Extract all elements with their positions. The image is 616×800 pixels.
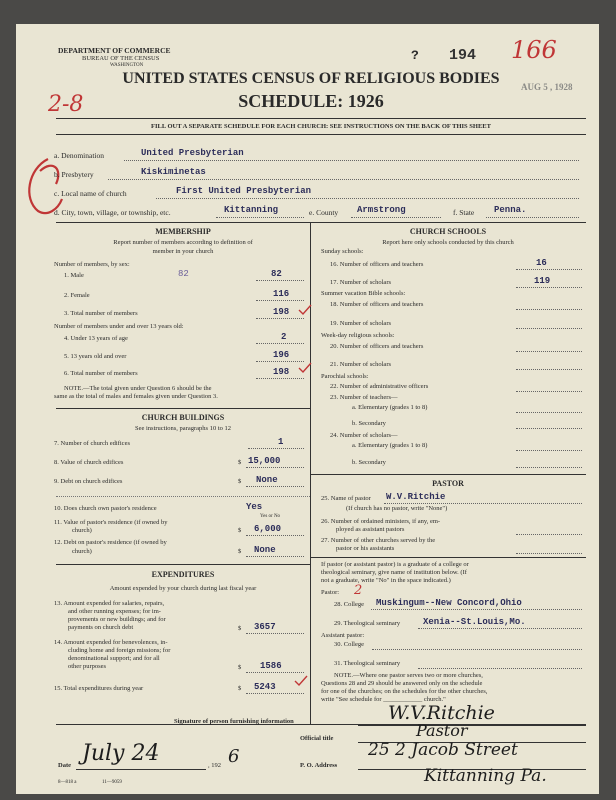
pastor-note-2: Questions 28 and 29 should be answered only on the schedule <box>321 680 483 687</box>
q8-line <box>246 467 304 468</box>
q10-label: 10. Does church own pastor's residence <box>54 505 157 512</box>
official-title-value: Pastor <box>416 721 468 740</box>
q13-label-2: and other running expenses; for im- <box>68 608 161 615</box>
q2-line <box>256 300 304 301</box>
q16-label: 16. Number of officers and teachers <box>330 261 424 268</box>
church-name-label: c. Local name of church <box>54 189 127 198</box>
q30-line <box>372 649 582 650</box>
vacation-schools-label: Summer vacation Bible schools: <box>321 290 406 297</box>
q5-value: 196 <box>273 350 290 360</box>
pastor-note-1: NOTE.—Where one pastor serves two or more churches, <box>334 672 483 679</box>
q24b-label: b. Secondary <box>352 459 386 466</box>
buildings-bottom-rule <box>56 564 310 565</box>
q11-value: 6,000 <box>254 524 282 534</box>
q23b-line <box>516 428 582 429</box>
q13-line <box>246 633 304 634</box>
membership-note-1: NOTE.—The total given under Question 6 should be the <box>64 385 212 392</box>
grid-center-divider <box>310 222 311 724</box>
red-check-mark <box>298 304 312 316</box>
state-value: Penna. <box>494 205 527 215</box>
address-label: P. O. Address <box>300 762 338 769</box>
presbytery-line <box>108 179 579 180</box>
form-code-2: 11—9059 <box>102 780 122 785</box>
grid-top-rule <box>56 222 586 223</box>
q25-value: W.V.Ritchie <box>386 492 446 502</box>
q28-value: Muskingum--New Concord,Ohio <box>376 598 522 608</box>
pastor-title: PASTOR <box>432 479 464 488</box>
grad-note-2: theological seminary, give name of institution below. (If <box>321 569 467 576</box>
signature-label: Signature of person furnishing information <box>174 718 294 725</box>
q4-label: 4. Under 13 years of age <box>64 335 128 342</box>
q27-label-2: pastor or his assistants <box>336 545 395 552</box>
date-line <box>76 769 206 770</box>
q30-label: 30. College <box>334 641 364 648</box>
q11-label-2: church) <box>72 527 92 534</box>
q11-label-1: 11. Value of pastor's residence (if owned by <box>54 519 168 526</box>
church-name-value: First United Presbyterian <box>176 186 312 196</box>
q3-label: 3. Total number of members <box>64 310 138 317</box>
q31-line <box>418 668 582 669</box>
q12-line <box>246 556 304 557</box>
header-rule-top <box>56 118 586 119</box>
q21-line <box>516 369 582 370</box>
denomination-line <box>124 160 579 161</box>
expenditures-title: EXPENDITURES <box>151 570 215 579</box>
q26-label-2: ployed as assistant pastors <box>336 526 405 533</box>
q18-label: 18. Number of officers and teachers <box>330 301 424 308</box>
date-value: July 24 <box>82 741 160 766</box>
q9-label: 9. Debt on church edifices <box>54 478 123 485</box>
q24-label: 24. Number of scholars— <box>330 432 398 439</box>
pastor-red-mark: 2 <box>354 583 363 598</box>
q8-value: 15,000 <box>248 456 281 466</box>
schedule-number: 194 <box>449 47 477 64</box>
pastor-note-4: write "See schedule for ____________ church." <box>321 696 446 703</box>
q13-label-1: 13. Amount expended for salaries, repairs, <box>54 600 165 607</box>
q14-label-2: cluding home and foreign missions; for <box>68 647 171 654</box>
q7-line <box>248 448 304 449</box>
q15-dollar: $ <box>238 685 242 692</box>
pastor-mid-rule <box>310 557 586 558</box>
q7-label: 7. Number of church edifices <box>54 440 130 447</box>
city-value: Kittanning <box>224 205 279 215</box>
question-mark: ? <box>411 48 419 63</box>
membership-bottom-rule <box>56 408 310 409</box>
q15-label: 15. Total expenditures during year <box>54 685 144 692</box>
q11-line <box>246 535 304 536</box>
received-date-stamp: AUG 5 , 1928 <box>521 82 573 92</box>
q8-label: 8. Value of church edifices <box>54 459 124 466</box>
q31-label: 31. Theological seminary <box>334 660 401 667</box>
form-subtitle: SCHEDULE: 1926 <box>238 91 384 111</box>
q10-hint: Yes or No <box>260 514 281 519</box>
q22-line <box>516 391 582 392</box>
q16-value: 16 <box>536 258 547 268</box>
denomination-value: United Presbyterian <box>141 148 244 158</box>
q24b-line <box>516 467 582 468</box>
sunday-schools-label: Sunday schools: <box>321 248 364 255</box>
q20-label: 20. Number of officers and teachers <box>330 343 424 350</box>
year-digit: 6 <box>228 746 240 767</box>
date-label: Date <box>58 762 71 769</box>
city-line <box>216 217 304 218</box>
q4-line <box>256 343 304 344</box>
q14-line <box>246 672 304 673</box>
q27-label-1: 27. Number of other churches served by the <box>321 537 436 544</box>
q7-value: 1 <box>278 437 284 447</box>
schools-bottom-rule <box>310 474 586 475</box>
q21-label: 21. Number of scholars <box>330 361 392 368</box>
q13-value: 3657 <box>254 622 276 632</box>
q23a-label: a. Elementary (grades 1 to 8) <box>352 404 428 411</box>
buildings-mid-rule <box>56 496 310 497</box>
q13-dollar: $ <box>238 625 242 632</box>
q3-value: 198 <box>273 307 290 317</box>
form-title: UNITED STATES CENSUS OF RELIGIOUS BODIES <box>122 70 500 87</box>
q24a-label: a. Elementary (grades 1 to 8) <box>352 442 428 449</box>
bureau-label: BUREAU OF THE CENSUS <box>82 55 160 62</box>
weekday-schools-label: Week-day religious schools: <box>321 332 395 339</box>
city-label: WASHINGTON <box>110 63 144 68</box>
q28-line <box>371 609 582 610</box>
q9-line <box>246 486 304 487</box>
church-name-line <box>156 198 579 199</box>
year-prefix: , 192 <box>208 762 221 769</box>
q1-label: 1. Male <box>64 272 84 279</box>
form-code: 8—818 a <box>58 780 77 785</box>
q1-line <box>256 280 304 281</box>
pastor-note-3: for one of the churches; on the schedules for the other churches, <box>321 688 488 695</box>
q12-label-1: 12. Debt on pastor's residence (if owned by <box>54 539 167 546</box>
red-handwritten-code: 2-8 <box>48 92 84 117</box>
membership-intro-2: member in your church <box>152 248 214 255</box>
q17-value: 119 <box>534 276 551 286</box>
red-check-mark <box>294 675 308 687</box>
q4-value: 2 <box>281 332 287 342</box>
q14-label-3: denominational support; and for all <box>68 655 160 662</box>
q13-label-4: payments on church debt <box>68 624 134 631</box>
instruction-banner: FILL OUT A SEPARATE SCHEDULE FOR EACH CHURCH: SEE INSTRUCTIONS ON THE BACK OF THIS SHEET <box>151 123 491 130</box>
schools-intro: Report here only schools conducted by this church <box>382 239 514 246</box>
q10-value: Yes <box>246 502 263 512</box>
q1-faint-value: 82 <box>178 269 189 279</box>
q15-line <box>246 693 304 694</box>
q12-label-2: church) <box>72 548 92 555</box>
q12-value: None <box>254 545 276 555</box>
q2-value: 116 <box>273 289 290 299</box>
assistant-pastor-label: Assistant pastor: <box>321 632 365 639</box>
q14-label-1: 14. Amount expended for benevolences, in- <box>54 639 168 646</box>
header-rule-bottom <box>56 134 586 135</box>
department-label: DEPARTMENT OF COMMERCE <box>58 46 171 55</box>
q8-dollar: $ <box>238 459 242 466</box>
q9-value: None <box>256 475 278 485</box>
expenditures-intro: Amount expended by your church during last fiscal year <box>109 585 257 592</box>
membership-note-2: same as the total of males and females given under Question 3. <box>54 393 218 400</box>
q5-label: 5. 13 years old and over <box>64 353 127 360</box>
q14-dollar: $ <box>238 664 242 671</box>
q24a-line <box>516 450 582 451</box>
q6-label: 6. Total number of members <box>64 370 138 377</box>
q27-line <box>516 553 582 554</box>
q26-line <box>516 534 582 535</box>
signature-line <box>358 725 586 726</box>
address-line-2: Kittanning Pa. <box>424 766 547 786</box>
signature-value: W.V.Ritchie <box>388 702 495 724</box>
q6-value: 198 <box>273 367 290 377</box>
q22-label: 22. Number of administrative officers <box>330 383 429 390</box>
q23b-label: b. Secondary <box>352 420 386 427</box>
county-label: e. County <box>309 208 339 217</box>
q18-line <box>516 309 582 310</box>
q16-line <box>516 269 582 270</box>
q29-value: Xenia--St.Louis,Mo. <box>423 617 526 627</box>
official-title-label: Official title <box>300 735 334 742</box>
q28-label: 28. College <box>334 601 364 608</box>
presbytery-value: Kiskiminetas <box>141 167 206 177</box>
pastor-sub-label: Pastor: <box>321 589 340 596</box>
buildings-title: CHURCH BUILDINGS <box>141 413 225 422</box>
buildings-intro: See instructions, paragraphs 10 to 12 <box>134 425 232 432</box>
q17-line <box>516 287 582 288</box>
q29-label: 29. Theological seminary <box>334 620 401 627</box>
address-line-1: 25 2 Jacob Street <box>368 740 518 760</box>
schools-title: CHURCH SCHOOLS <box>409 227 487 236</box>
q9-dollar: $ <box>238 478 242 485</box>
presbytery-label: b. Presbytery <box>54 170 94 179</box>
state-line <box>486 217 579 218</box>
q17-label: 17. Number of scholars <box>330 279 392 286</box>
q14-value: 1586 <box>260 661 282 671</box>
q6-line <box>256 378 304 379</box>
q23-label: 23. Number of teachers— <box>330 394 398 401</box>
q12-dollar: $ <box>238 548 242 555</box>
membership-title: MEMBERSHIP <box>155 227 211 236</box>
q1-value: 82 <box>271 269 282 279</box>
q11-dollar: $ <box>238 527 242 534</box>
members-by-sex-label: Number of members, by sex: <box>54 261 130 268</box>
parochial-schools-label: Parochial schools: <box>321 373 369 380</box>
q19-label: 19. Number of scholars <box>330 320 392 327</box>
q26-label-1: 26. Number of ordained ministers, if any, em- <box>321 518 441 525</box>
q15-value: 5243 <box>254 682 276 692</box>
state-label: f. State <box>453 208 475 217</box>
county-line <box>351 217 441 218</box>
q25-line <box>384 503 582 504</box>
q2-label: 2. Female <box>64 292 90 299</box>
q23a-line <box>516 412 582 413</box>
q13-label-3: provements or new buildings; and for <box>68 616 166 623</box>
red-check-mark <box>298 362 312 374</box>
q25-hint: (If church has no pastor, write "None") <box>346 505 448 512</box>
membership-intro-1: Report number of members according to definition of <box>113 239 253 246</box>
red-handwritten-number: 166 <box>511 36 557 64</box>
denomination-label: a. Denomination <box>54 151 104 160</box>
q3-line <box>256 318 304 319</box>
age-intro-label: Number of members under and over 13 years old: <box>54 323 184 330</box>
grad-note-1: If pastor (or assistant pastor) is a graduate of a college or <box>321 561 469 568</box>
q14-label-4: other purposes <box>68 663 107 670</box>
grad-note-3: not a graduate, write "No" in the space indicated.) <box>321 577 451 584</box>
county-value: Armstrong <box>357 205 406 215</box>
city-label-field: d. City, town, village, or township, etc. <box>54 208 171 217</box>
q20-line <box>516 351 582 352</box>
q25-label: 25. Name of pastor <box>321 495 371 502</box>
q19-line <box>516 328 582 329</box>
q5-line <box>256 361 304 362</box>
census-schedule-sheet <box>16 24 599 794</box>
q29-line <box>418 628 582 629</box>
